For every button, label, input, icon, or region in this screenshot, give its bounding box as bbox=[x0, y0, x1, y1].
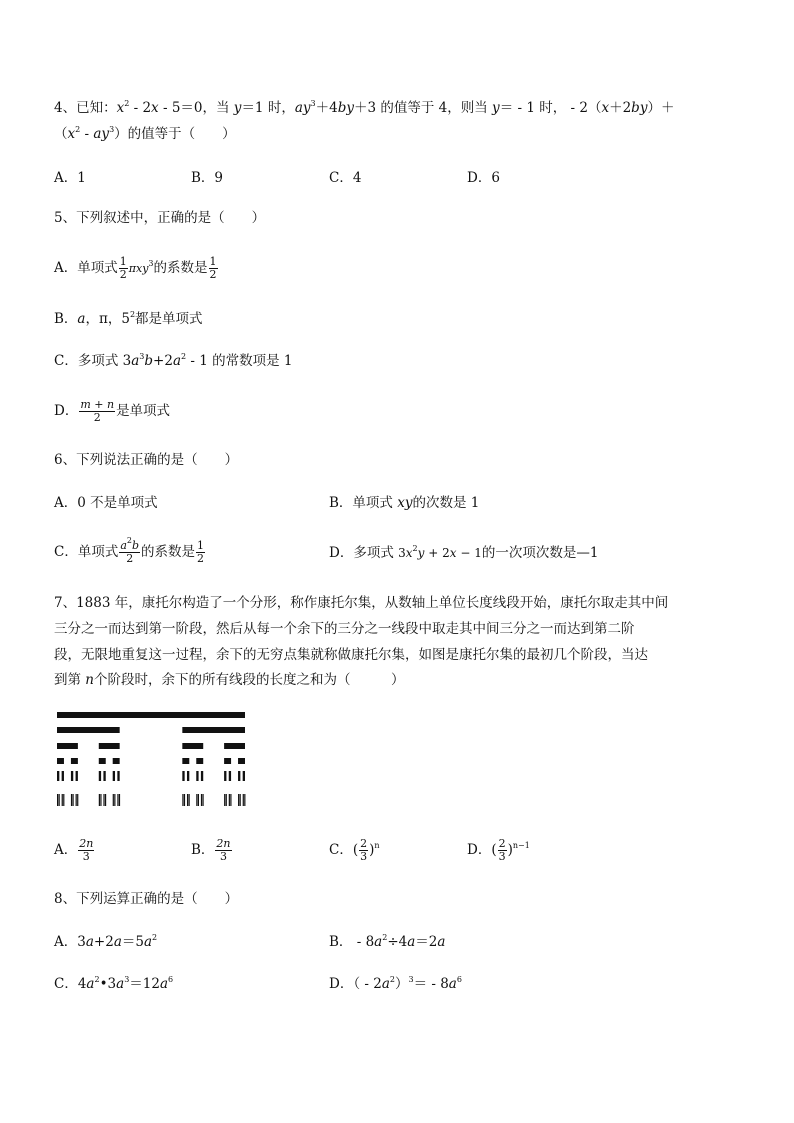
q5-a-coef-fraction: $\frac{1}{2}$ bbox=[209, 255, 217, 281]
cantor-stage-5-segment bbox=[230, 794, 231, 806]
cantor-stage-4-segment bbox=[201, 771, 203, 781]
cantor-stage-5-segment bbox=[77, 794, 78, 806]
cantor-stage-5-segment bbox=[240, 794, 241, 806]
cantor-stage-5-segment bbox=[59, 794, 60, 806]
cantor-stage-5-segment bbox=[99, 794, 100, 806]
q4-option-c[interactable]: C．4 bbox=[329, 170, 362, 186]
q6-option-d[interactable]: D．多项式 $3x^2y + 2x - 1$的一次项次数是—1 bbox=[329, 544, 599, 561]
cantor-stage-5-segment bbox=[76, 794, 77, 806]
cantor-stage-5-segment bbox=[71, 794, 72, 806]
cantor-stage-4-segment bbox=[113, 771, 115, 781]
q7-stem-line1: 7、1883 年，康托尔构造了一个分形，称作康托尔集，从数轴上单位长度线段开始，康托尔取走其中间 bbox=[54, 595, 669, 611]
cantor-stage-3-segment bbox=[99, 758, 106, 764]
q5-option-d[interactable]: D． $\frac{m + n}{2}$ 是单项式 bbox=[54, 398, 171, 424]
q5-stem: 5、下列叙述中，正确的是（ ） bbox=[54, 210, 266, 226]
cantor-stage-2-segment bbox=[57, 743, 78, 749]
cantor-stage-5-segment bbox=[119, 794, 120, 806]
q5-option-a[interactable]: A．单项式 $\frac{1}{2}$ πxy$^3$的系数是 $\frac{1}{2}$ bbox=[54, 255, 217, 281]
q4-option-a[interactable]: A．1 bbox=[54, 170, 86, 186]
cantor-stage-2-segment bbox=[182, 743, 203, 749]
cantor-stage-5-segment bbox=[114, 794, 115, 806]
cantor-set-diagram bbox=[56, 712, 246, 812]
cantor-stage-1-segment bbox=[57, 727, 120, 733]
cantor-stage-3-segment bbox=[182, 758, 189, 764]
cantor-stage-5-segment bbox=[113, 794, 114, 806]
cantor-stage-5-segment bbox=[229, 794, 230, 806]
q7-b-fraction: $\frac{2n}{3}$ bbox=[216, 837, 231, 863]
q5-d-fraction: $\frac{m + n}{2}$ bbox=[80, 398, 115, 424]
cantor-stage-5-segment bbox=[187, 794, 188, 806]
cantor-stage-5-segment bbox=[189, 794, 190, 806]
cantor-stage-4-segment bbox=[76, 771, 78, 781]
cantor-stage-5-segment bbox=[226, 794, 227, 806]
q7-stem-line3: 段，无限地重复这一过程，余下的无穷点集就称做康托尔集，如图是康托尔集的最初几个阶段，当达 bbox=[54, 647, 648, 663]
cantor-stage-5-segment bbox=[244, 794, 245, 806]
cantor-stage-0-segment bbox=[57, 712, 245, 718]
cantor-stage-5-segment bbox=[201, 794, 202, 806]
q5-option-c[interactable]: C．多项式 $3a^3b+2a^2 - 1$ 的常数项是 1 bbox=[54, 352, 293, 369]
cantor-stage-2-segment bbox=[224, 743, 245, 749]
q7-c-fraction: $\frac{2}{3}$ bbox=[360, 837, 368, 863]
q8-option-a[interactable]: A．$3a+2a=5a^2$ bbox=[54, 933, 158, 950]
cantor-stage-5-segment bbox=[202, 794, 203, 806]
q7-stem-line4: 到第 n个阶段时，余下的所有线段的长度之和为（ ） bbox=[54, 672, 405, 688]
q6-option-b[interactable]: B．单项式 xy的次数是 1 bbox=[329, 495, 480, 511]
cantor-stage-4-segment bbox=[62, 771, 64, 781]
cantor-stage-5-segment bbox=[57, 794, 58, 806]
q8-option-c[interactable]: C．$4a^2•3a^3=12a^6$ bbox=[54, 975, 174, 992]
q5-option-b[interactable]: B．a，π，$5^2$都是单项式 bbox=[54, 310, 203, 327]
cantor-stage-3-segment bbox=[113, 758, 120, 764]
q4-option-d[interactable]: D．6 bbox=[467, 170, 500, 186]
cantor-stage-5-segment bbox=[224, 794, 225, 806]
cantor-stage-5-segment bbox=[100, 794, 101, 806]
cantor-stage-3-segment bbox=[71, 758, 78, 764]
q6-option-c[interactable]: C．单项式 $\frac{a^2b}{2}$ 的系数是 $\frac{1}{2}$ bbox=[54, 536, 205, 565]
q7-option-b[interactable]: B． $\frac{2n}{3}$ bbox=[191, 837, 231, 863]
q7-option-c[interactable]: C．( $\frac{2}{3}$ )$^n$ bbox=[329, 837, 380, 863]
cantor-stage-5-segment bbox=[103, 794, 104, 806]
q4-stem-line1: 4、已知：$x^2 - 2x - 5=0$，当 y＝1 时，$ay^3+4by+3$ 的值等于 4，则当 y＝ - 1 时， - 2（x＋2by）＋ bbox=[54, 99, 675, 116]
q8-option-b[interactable]: B． - $8a^2\div 4a=2a$ bbox=[329, 933, 446, 950]
q6-stem: 6、下列说法正确的是（ ） bbox=[54, 452, 239, 468]
q7-d-fraction: $\frac{2}{3}$ bbox=[498, 837, 506, 863]
cantor-stage-4-segment bbox=[196, 771, 198, 781]
cantor-stage-4-segment bbox=[243, 771, 245, 781]
cantor-stage-5-segment bbox=[238, 794, 239, 806]
cantor-stage-5-segment bbox=[243, 794, 244, 806]
q7-option-a[interactable]: A． $\frac{2n}{3}$ bbox=[54, 837, 94, 863]
cantor-stage-4-segment bbox=[182, 771, 184, 781]
cantor-stage-1-segment bbox=[182, 727, 245, 733]
cantor-stage-5-segment bbox=[105, 794, 106, 806]
q4-option-b[interactable]: B．9 bbox=[191, 170, 224, 186]
q6-c-coef-fraction: $\frac{1}{2}$ bbox=[197, 539, 205, 565]
cantor-stage-3-segment bbox=[196, 758, 203, 764]
q6-option-a[interactable]: A．0 不是单项式 bbox=[54, 495, 158, 511]
cantor-stage-4-segment bbox=[117, 771, 119, 781]
cantor-stage-5-segment bbox=[62, 794, 63, 806]
cantor-stage-4-segment bbox=[103, 771, 105, 781]
q6-c-fraction: $\frac{a^2b}{2}$ bbox=[120, 536, 140, 565]
cantor-stage-5-segment bbox=[72, 794, 73, 806]
cantor-stage-4-segment bbox=[224, 771, 226, 781]
cantor-stage-4-segment bbox=[229, 771, 231, 781]
q7-stem-line2: 三分之一而达到第一阶段，然后从每一个余下的三分之一线段中取走其中间三分之一而达到第二阶 bbox=[54, 621, 635, 637]
cantor-set-figure bbox=[56, 712, 246, 816]
cantor-stage-5-segment bbox=[63, 794, 64, 806]
cantor-stage-5-segment bbox=[196, 794, 197, 806]
cantor-stage-4-segment bbox=[57, 771, 59, 781]
cantor-stage-3-segment bbox=[238, 758, 245, 764]
cantor-stage-2-segment bbox=[99, 743, 120, 749]
cantor-stage-5-segment bbox=[182, 794, 183, 806]
cantor-stage-4-segment bbox=[71, 771, 73, 781]
q7-a-fraction: $\frac{2n}{3}$ bbox=[79, 837, 94, 863]
q5-a-fraction: $\frac{1}{2}$ bbox=[119, 255, 127, 281]
cantor-stage-4-segment bbox=[238, 771, 240, 781]
cantor-stage-3-segment bbox=[57, 758, 64, 764]
q7-option-d[interactable]: D．( $\frac{2}{3}$ )$^{n-1}$ bbox=[467, 837, 530, 863]
cantor-stage-4-segment bbox=[187, 771, 189, 781]
cantor-stage-5-segment bbox=[198, 794, 199, 806]
q8-stem: 8、下列运算正确的是（ ） bbox=[54, 891, 239, 907]
q4-stem-line2: $(x^2 - ay^3)$的值等于（ ） bbox=[54, 125, 236, 142]
cantor-stage-4-segment bbox=[99, 771, 101, 781]
cantor-stage-5-segment bbox=[117, 794, 118, 806]
q8-option-d[interactable]: D．（ - $2a^2)^3= - 8a^6$ bbox=[329, 975, 462, 992]
cantor-stage-5-segment bbox=[184, 794, 185, 806]
cantor-stage-3-segment bbox=[224, 758, 231, 764]
